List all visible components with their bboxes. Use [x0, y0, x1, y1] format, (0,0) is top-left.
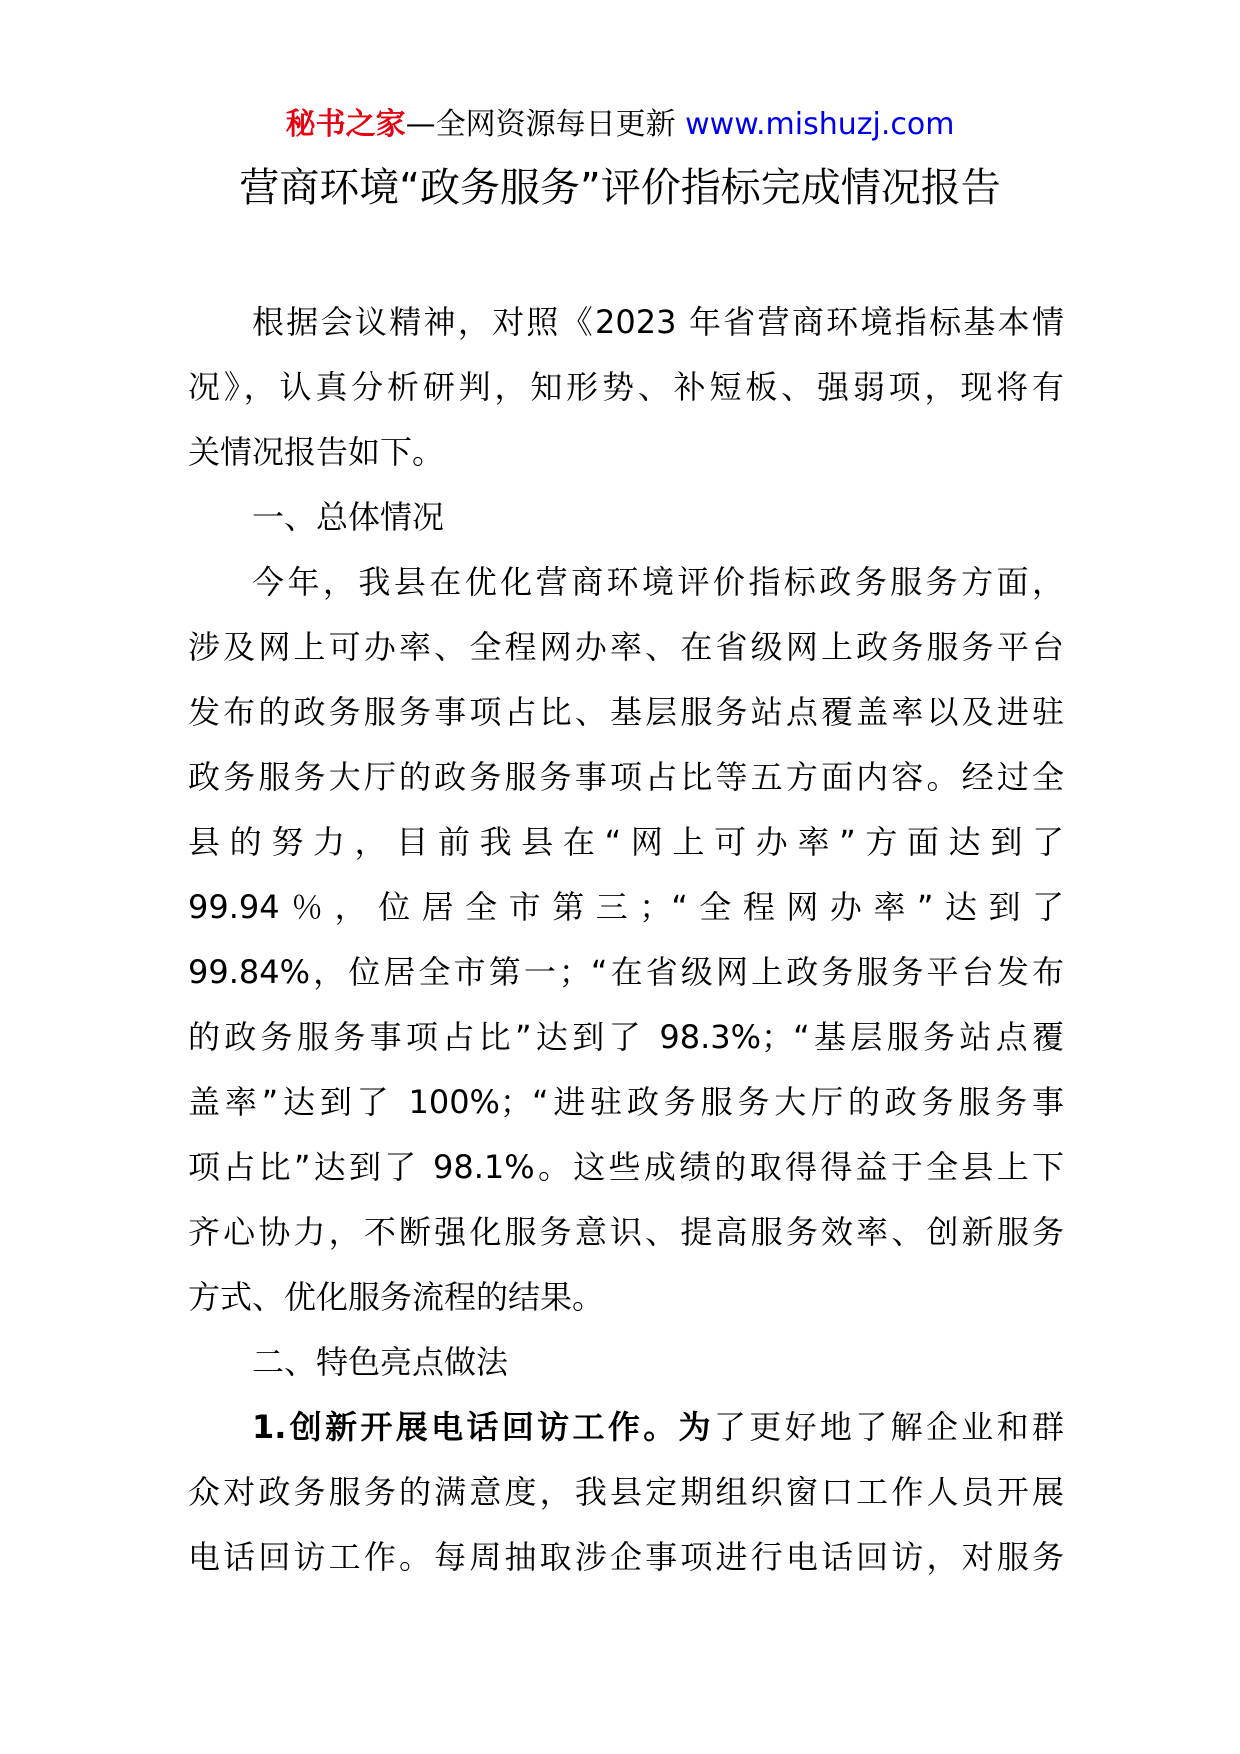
paragraph-line: 政务服务大厅的政务服务事项占比等五方面内容。经过全	[188, 758, 1064, 796]
paragraph-line: 99.94％，位居全市第三；“全程网办率”达到了	[188, 888, 1064, 926]
paragraph-line: 齐心协力，不断强化服务意识、提高服务效率、创新服务	[188, 1213, 1064, 1251]
paragraph-line: 今年，我县在优化营商环境评价指标政务服务方面，	[252, 563, 1064, 601]
paragraph-line: 的政务服务事项占比”达到了 98.3%；“基层服务站点覆	[188, 1018, 1064, 1056]
section-heading: 二、特色亮点做法	[252, 1343, 509, 1381]
section-heading: 一、总体情况	[252, 498, 445, 536]
brand-name: 秘书之家	[285, 107, 406, 142]
paragraph-line: 关情况报告如下。	[188, 433, 445, 471]
paragraph-line: 99.84%，位居全市第一；“在省级网上政务服务平台发布	[188, 953, 1064, 991]
item-heading: 1.创新开展电话回访工作。为	[252, 1408, 714, 1446]
item-text: 了更好地了解企业和群	[713, 1408, 1064, 1446]
paragraph-line	[188, 1395, 1064, 1460]
header-tagline: —全网资源每日更新	[405, 107, 686, 142]
paragraph-line: 项占比”达到了 98.1%。这些成绩的取得得益于全县上下	[188, 1148, 1064, 1186]
paragraph-line: 众对政务服务的满意度，我县定期组织窗口工作人员开展	[188, 1473, 1064, 1511]
page-header	[0, 100, 1240, 150]
document-body	[188, 290, 1064, 1590]
paragraph-line: 根据会议精神，对照《2023 年省营商环境指标基本情	[252, 303, 1064, 341]
paragraph-line: 电话回访工作。每周抽取涉企事项进行电话回访，对服务	[188, 1538, 1064, 1576]
paragraph-line: 况》，认真分析研判，知形势、补短板、强弱项，现将有	[188, 368, 1064, 406]
document-title: 营商环境“政务服务”评价指标完成情况报告	[239, 165, 1001, 211]
paragraph-line: 涉及网上可办率、全程网办率、在省级网上政务服务平台	[188, 628, 1064, 666]
paragraph-line: 县的努力，目前我县在“网上可办率”方面达到了	[188, 823, 1064, 861]
paragraph-line: 方式、优化服务流程的结果。	[188, 1278, 605, 1316]
site-url-link[interactable]: www.mishuzj.com	[685, 107, 955, 142]
paragraph-line: 盖率”达到了 100%；“进驻政务服务大厅的政务服务事	[188, 1083, 1064, 1121]
paragraph-line: 发布的政务服务事项占比、基层服务站点覆盖率以及进驻	[188, 693, 1064, 731]
